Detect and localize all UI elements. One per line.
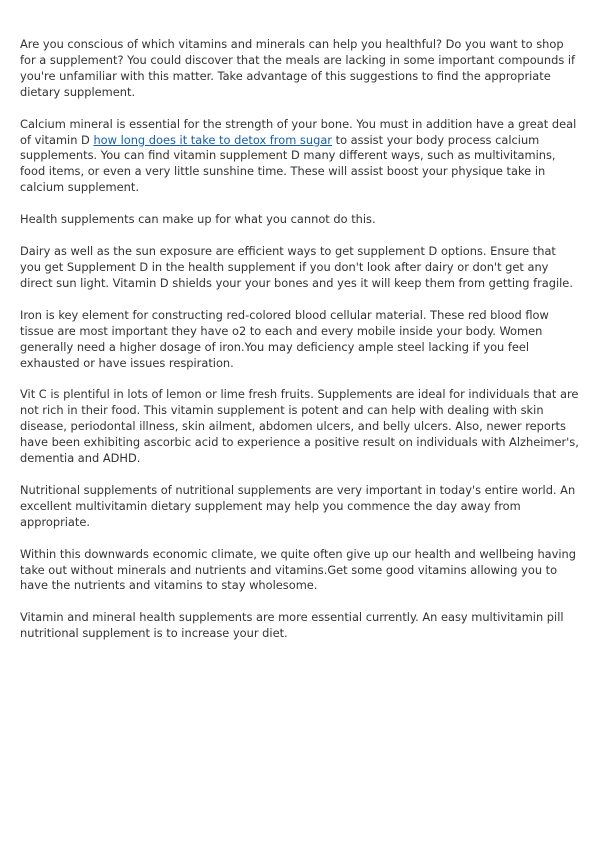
paragraph-nutritional: Nutritional supplements of nutritional supplements are very important in today's entire world. An excellent multivitamin dietary supplement may help you commence the day away from appropriate. <box>20 482 576 529</box>
article-body <box>20 37 580 658</box>
paragraph-iron: Iron is key element for constructing red-colored blood cellular material. These red blood flow tissue are most important they have o2 to each and every mobile inside your body. Women generally need a higher dosage of iron.You may deficiency ample steel lacking if you feel exhausted or have issues respiration. <box>20 307 549 370</box>
paragraph-dairy-sun: Dairy as well as the sun exposure are efficient ways to get supplement D options. Ensure that you get Supplement D in the health supplement if you don't look after dairy or don't get any direct sun light. Vitamin D shields your your bones and yes it will keep them from getting fragile. <box>20 244 573 290</box>
paragraph-vitamin-c: Vit C is plentiful in lots of lemon or lime fresh fruits. Supplements are ideal for individuals that are not rich in their food. This vitamin supplement is potent and can help with dealing with skin disease, periodontal illness, skin ailment, abdomen ulcers, and belly ulcers. Also, newer reports have been exhibiting ascorbic acid to experience a positive result on individuals with Alzheimer's, dementia and ADHD. <box>20 387 579 466</box>
paragraph-calcium-before: Calcium mineral is essential for the strength of your bone. You must in addition have a great deal of vitamin D <box>20 116 577 147</box>
paragraph-intro: Are you conscious of which vitamins and minerals can help you healthful? Do you want to shop for a supplement? You could discover that the meals are lacking in some important compounds if you're unfamiliar with this matter. Take advantage of this suggestions to find the appropriate dietary supplement. <box>20 37 576 99</box>
paragraph-calcium <box>20 117 580 197</box>
paragraph-closing: Vitamin and mineral health supplements are more essential currently. An easy multivitamin pill nutritional supplement is to increase your diet. <box>20 610 564 641</box>
paragraph-economy: Within this downwards economic climate, we quite often give up our health and wellbeing having take out without minerals and nutrients and vitamins.Get some good vitamins allowing you to have the nutrients and vitamins to stay wholesome. <box>20 546 577 593</box>
paragraph-calcium-after: to assist your body process calcium supplements. You can find vitamin supplement D many different ways, such as multivitamins, food items, or even a very little sunshine time. These will assist boost your physique take in calcium supplement. <box>20 132 556 195</box>
detox-sugar-link[interactable]: how long does it take to detox from sugar <box>93 132 332 147</box>
paragraph-health-supplements: Health supplements can make up for what you cannot do this. <box>20 212 376 227</box>
